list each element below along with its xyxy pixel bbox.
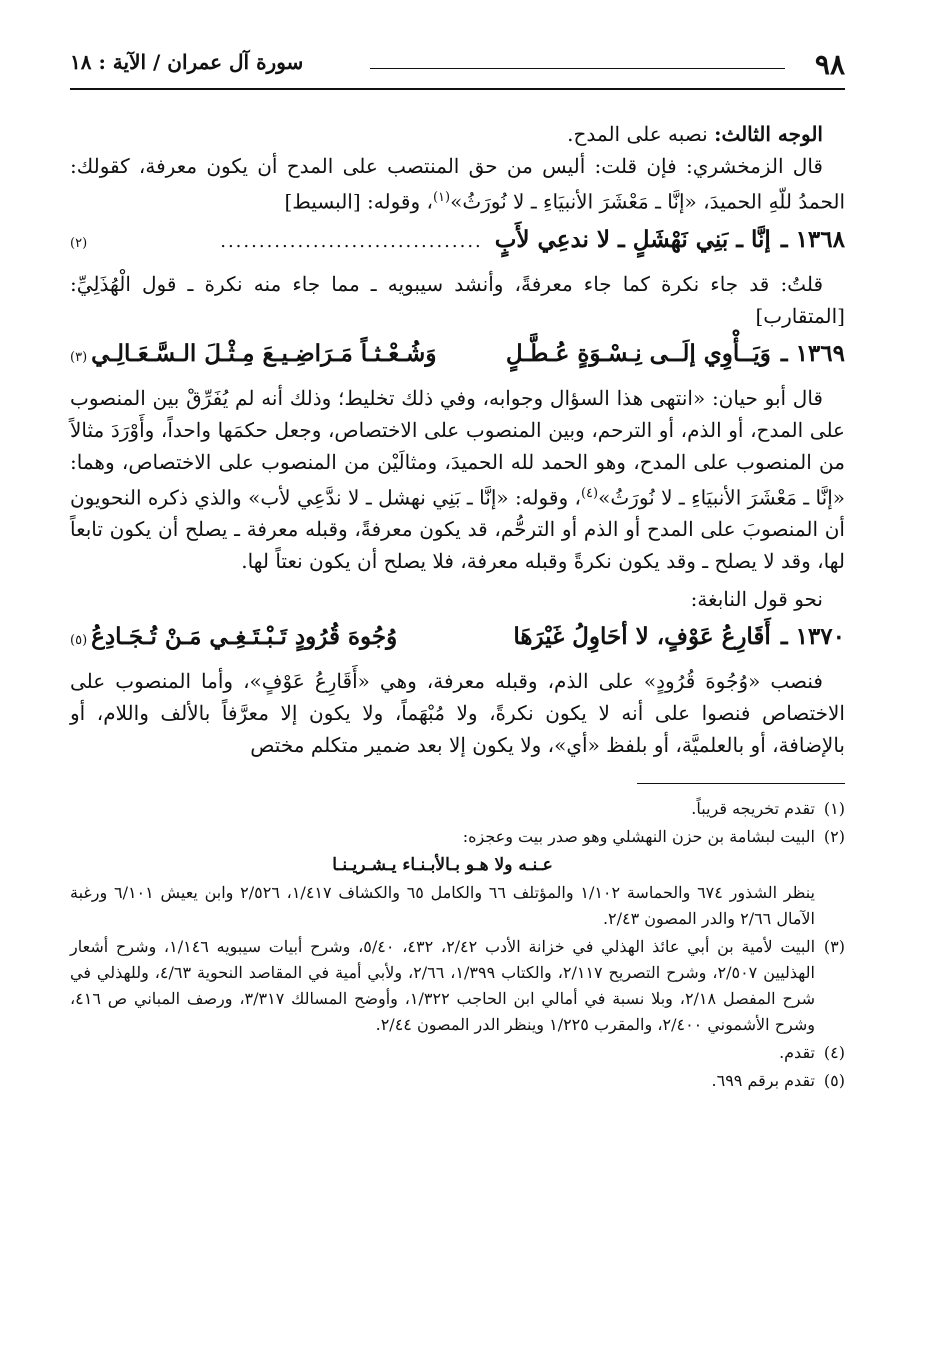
verse-hemistich-1: أَقَارِعُ عَوْفٍ، لا أحَاوِلُ غَيْرَهَا (513, 623, 771, 651)
footnote-text: البيت لأمية بن أبي عائذ الهذلي في خزانة الأدب ٢/٤٢، ٤٣٢، ٥/٤٠، وشرح أبيات سيبويه ١/١٤٦، وشرح أشعار الهذليين ٢/٥٠٧، وشرح التصريح ٢/١١٧، والكتاب ١/٣٩٩، ٢/٦٦، ولأبي أمية في المقاصد النحوية ٤/٦٣، وللهذلي في شرح المفصل ٢/١٨، وبلا نسبة في أمالي ابن الحاجب ١/٣٢٢، وأوضح المسالك ٣/٣١٧، ورصف المباني ص ٤١٦، وشرح الأشموني ٢/٤٠٠، والمقرب ١/٢٢٥ وينظر الدر المصون ٢/٤٤. (70, 937, 816, 1035)
footnote-number: (١) (823, 799, 845, 819)
paragraph-zamakhshari (70, 150, 845, 218)
footnote-verse: عـنـه ولا هـو بـالأبـنـاء يـشـريـنـا (332, 855, 553, 876)
footnote-ref-4[interactable]: (٤) (580, 485, 599, 501)
footnotes (70, 796, 845, 1094)
footnote-separator (637, 783, 845, 784)
footnote-sources: ينظر الشذور ٦٧٤ والحماسة ١/١٠٢ والمؤتلف ٦٦ والكامل ٦٥ والكشاف ١/٤١٧، ٢/٥٢٦ وابن يعيش ٦/١٠١ ورغبة الآمال ٢/٦٦ والدر المصون ٢/٤٣. (70, 883, 816, 929)
header-title: سورة آل عمران / الآية : ١٨ (70, 50, 304, 74)
footnote-ref-3[interactable]: (٣) (70, 349, 88, 365)
footnote-body (70, 824, 815, 932)
verse-number: ١٣٦٩ ـ (780, 339, 845, 367)
verse-1368 (70, 224, 845, 260)
aspect-label: الوجه الثالث: (714, 122, 823, 146)
verse-number: ١٣٦٨ ـ (780, 225, 845, 253)
zamakhshari-text: قال الزمخشري: فإن قلت: أليس من حق المنتصب على المدح أن يكون معرفة، كقولك: الحمدُ للّهِ الحميدَ، «إنَّا ـ مَعْشَرَ الأنبيَاءِ ـ لا نُورَثُ» (70, 154, 845, 214)
footnote-5 (70, 1068, 845, 1094)
footnote-4 (70, 1040, 845, 1066)
footnote-text: تقدم تخريجه قريباً. (691, 799, 815, 819)
verse-hemistich-2: وَشُـعْـثـاً مَـرَاضِـيـعَ مِـثْـلَ الـسَّـعَـالِـي (91, 339, 437, 367)
footnote-ref-1[interactable]: (١) (432, 190, 451, 205)
verse-number: ١٣٧٠ ـ (780, 623, 845, 651)
verse-1370 (70, 621, 845, 657)
aspect-text: نصبه على المدح. (567, 122, 715, 146)
verse-hemistich-2: وُجُوهَ قُرُودٍ تَـبْـتَـغِـي مَـنْ تُـجَـادِعُ (91, 623, 398, 651)
paragraph-nasb: فنصب «وُجُوهَ قُرُودٍ» على الذم، وقبله معرفة، وهي «أَقَارِعُ عَوْفٍ»، وأما المنصوب على الاختصاص فنصوا على أنه لا يكون نكرةً، ولا مُبْهَماً، ولا يكون إلا معرَّفاً بالألف واللام، أو بالإضافة، أو بالعلميَّة، أو بلفظ «أي»، ولا يكون إلا بعد ضمير متكلم مختص (70, 669, 845, 758)
verse-dots: .................................. (220, 230, 483, 252)
header-rule (370, 68, 785, 69)
footnote-2 (70, 824, 845, 932)
paragraph-third-aspect (70, 118, 845, 150)
footnote-text: تقدم برقم ٦٩٩. (711, 1071, 815, 1091)
footnote-number: (٤) (823, 1043, 845, 1063)
abu-hayyan-text: قال أبو حيان: «انتهى هذا السؤال وجوابه، وفي ذلك تخليط؛ وذلك أنه لم يُفَرِّقْ بين المنصوب على المدح، أو الذم، أو الترحم، وبين المنصوب على الاختصاص، وجعل حكمَها واحداً، وأَوْرَدَ مثالاً من المنصوب على المدح، وهو الحمد لله الحميدَ، ومثالَيْن من المنصوب على الاختصاص، وهما: «إنَّا ـ مَعْشَرَ الأنبيَاءِ ـ لا نُورَثُ» (70, 385, 846, 510)
footnote-number: (٥) (823, 1071, 845, 1091)
footnote-ref-5[interactable]: (٥) (70, 633, 88, 649)
footnote-ref-2[interactable]: (٢) (70, 235, 88, 251)
footnote-text: تقدم. (779, 1043, 815, 1063)
verse-1369 (70, 338, 845, 374)
footnote-number: (٢) (823, 827, 845, 847)
page-header (70, 40, 845, 90)
verse-hemistich-1: إنَّا ـ بَنِي نَهْشَلٍ ـ لا ندعِي لأَبٍ (494, 225, 771, 253)
page-number: ٩٨ (814, 48, 845, 81)
paragraph-nabigha-intro: نحو قول النابغة: (690, 587, 823, 612)
book-page (70, 40, 845, 1096)
paragraph-abu-hayyan (70, 382, 845, 578)
verse-hemistich-1: وَيَــأْوِي إلَــى نِـسْـوَةٍ عُـطَّـلٍ (505, 339, 771, 367)
abu-hayyan-tail: ، وقوله: «إنَّا ـ بَنِي نهشل ـ لا ندَّعِي لأب» والذي ذكره النحويون أن المنصوبَ على المدح أو الذم أو الترحُّم، قد يكون معرفةً، وقبله معرفة ـ يصلح أن يكون تابعاً لها، وقد لا يصلح ـ وقد يكون نكرةً وقبله معرفة، فلا يصلح أن يكون نعتاً لها. (70, 485, 845, 574)
paragraph-qultu: قلتُ: قد جاء نكرة كما جاء معرفةً، وأنشد سيبويه ـ مما جاء منه نكرة ـ قول الْهُذَلِيِّ: [المتقارب] (70, 271, 845, 328)
main-text (70, 118, 845, 761)
zamakhshari-tail: ، وقوله: [البسيط] (284, 189, 433, 214)
footnote-number: (٣) (823, 937, 845, 957)
footnote-3 (70, 934, 845, 1038)
footnote-1 (70, 796, 845, 822)
footnote-text: البيت لبشامة بن حزن النهشلي وهو صدر بيت وعجزه: (462, 827, 815, 847)
